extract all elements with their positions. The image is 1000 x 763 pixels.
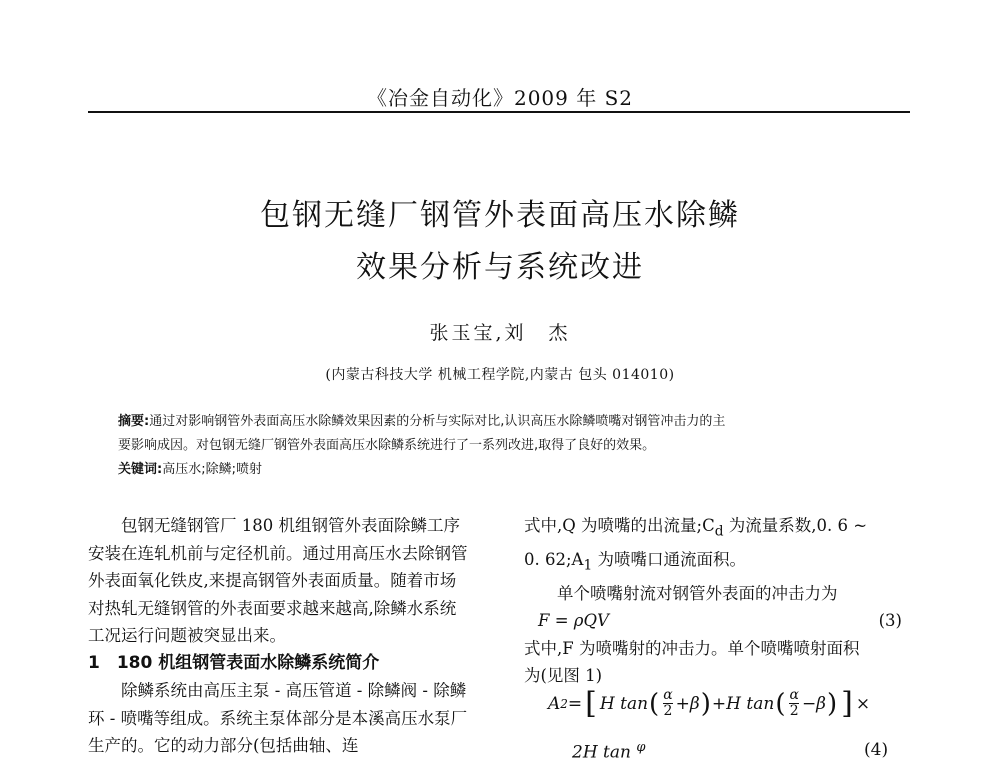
- eq4-frac-1: [663, 688, 672, 719]
- eq4-plus-beta: +β: [675, 693, 700, 714]
- def-cd-sub: d: [714, 523, 724, 540]
- equation-4-line-2: [572, 740, 645, 763]
- def-q: 式中,Q 为喷嘴的出流量;C: [524, 516, 715, 535]
- abstract-line-2: 要影响成因。对包钢无缝厂钢管外表面高压水除鳞系统进行了一系列改进,取得了良好的效果。: [118, 438, 656, 453]
- impact-intro: 单个喷嘴射流对钢管外表面的冲击力为: [557, 583, 838, 603]
- eq4-paren-close-2: ): [827, 688, 838, 719]
- equation-4-line-1: [548, 685, 871, 721]
- equation-4-number: (4): [864, 740, 889, 760]
- affiliation: (内蒙古科技大学 机械工程学院,内蒙古 包头 014010): [325, 367, 675, 383]
- section-1-paragraph: 除鳞系统由高压主泵 - 高压管道 - 除鳞阀 - 除鳞环 - 喷嘴等组成。系统主泵体部分是本溪高压水泵厂生产的。它的动力部分(包括曲轴、连: [88, 681, 468, 755]
- eq4-open-bracket: [: [585, 685, 597, 721]
- eq4-frac-2-den: 2: [789, 703, 799, 719]
- def-cd: 为流量系数,0. 6 ~: [723, 516, 868, 535]
- eq4-equals: =: [567, 693, 583, 714]
- title-line-2: 效果分析与系统改进: [356, 250, 644, 285]
- abstract-line-1: [118, 410, 888, 434]
- eq4-frac-1-den: 2: [663, 703, 673, 719]
- eq4-paren-open-1: (: [649, 688, 660, 719]
- header-divider: [88, 111, 910, 113]
- right-column: [524, 512, 902, 690]
- eq4-frac-2-num: α: [789, 687, 799, 703]
- eq4-frac-2: [789, 688, 798, 719]
- eq4-lhs: A: [548, 693, 561, 714]
- equation-3-number: (3): [878, 611, 902, 631]
- eq4-line-2-term: 2H tan: [572, 742, 631, 763]
- authors: 张玉宝,刘 杰: [429, 322, 571, 344]
- impact-definition: 式中,F 为喷嘴射的冲击力。单个喷嘴喷射面积: [524, 638, 860, 658]
- variable-definitions: [524, 512, 902, 546]
- def-a1-rest: 为喷嘴口通流面积。: [592, 549, 746, 569]
- left-column: [88, 512, 472, 760]
- title-line-1: 包钢无缝厂钢管外表面高压水除鳞: [260, 198, 740, 233]
- eq4-paren-close-1: ): [700, 688, 711, 719]
- eq4-plus: +: [711, 693, 727, 714]
- journal-header: 《冶金自动化》2009 年 S2: [366, 86, 634, 110]
- equation-3: [524, 607, 902, 635]
- variable-definitions-2: [524, 546, 902, 580]
- eq4-frac-1-num: α: [663, 687, 673, 703]
- keywords-label: 关键词:: [118, 462, 163, 477]
- def-a1: 0. 62;A: [524, 549, 584, 569]
- eq4-term-2: H tan: [726, 693, 775, 714]
- def-a1-sub: 1: [583, 557, 593, 574]
- abstract-text-1: 通过对影响钢管外表面高压水除鳞效果因素的分析与实际对比,认识高压水除鳞喷嘴对钢管冲击力的主: [149, 414, 726, 429]
- eq4-minus-beta: −β: [801, 693, 827, 714]
- eq4-phi: φ: [636, 740, 646, 755]
- intro-paragraph: 包钢无缝钢管厂 180 机组钢管外表面除鳞工序安装在连轧机前与定径机前。通过用高压水去除钢管外表面氧化铁皮,来提高钢管外表面质量。随着市场对热轧无缝钢管的外表面要求越来越高,除鳞水系统工况运行问题被突显出来。: [88, 516, 468, 645]
- eq4-term-1: H tan: [599, 693, 649, 714]
- keywords-line: [118, 458, 888, 482]
- eq4-times: ×: [855, 693, 871, 714]
- keywords-text: 高压水;除鳞;喷射: [162, 462, 262, 477]
- abstract-block: [118, 410, 888, 482]
- abstract-label: 摘要:: [118, 414, 150, 429]
- eq4-paren-open-2: (: [775, 688, 786, 719]
- equation-3-body: F = ρQV: [538, 611, 609, 631]
- eq4-close-bracket: ]: [841, 685, 853, 721]
- see-figure-line: 为(见图 1): [524, 666, 603, 686]
- eq4-lhs-sub: 2: [560, 696, 568, 711]
- section-1-heading: 1 180 机组钢管表面水除鳞系统简介: [88, 652, 380, 673]
